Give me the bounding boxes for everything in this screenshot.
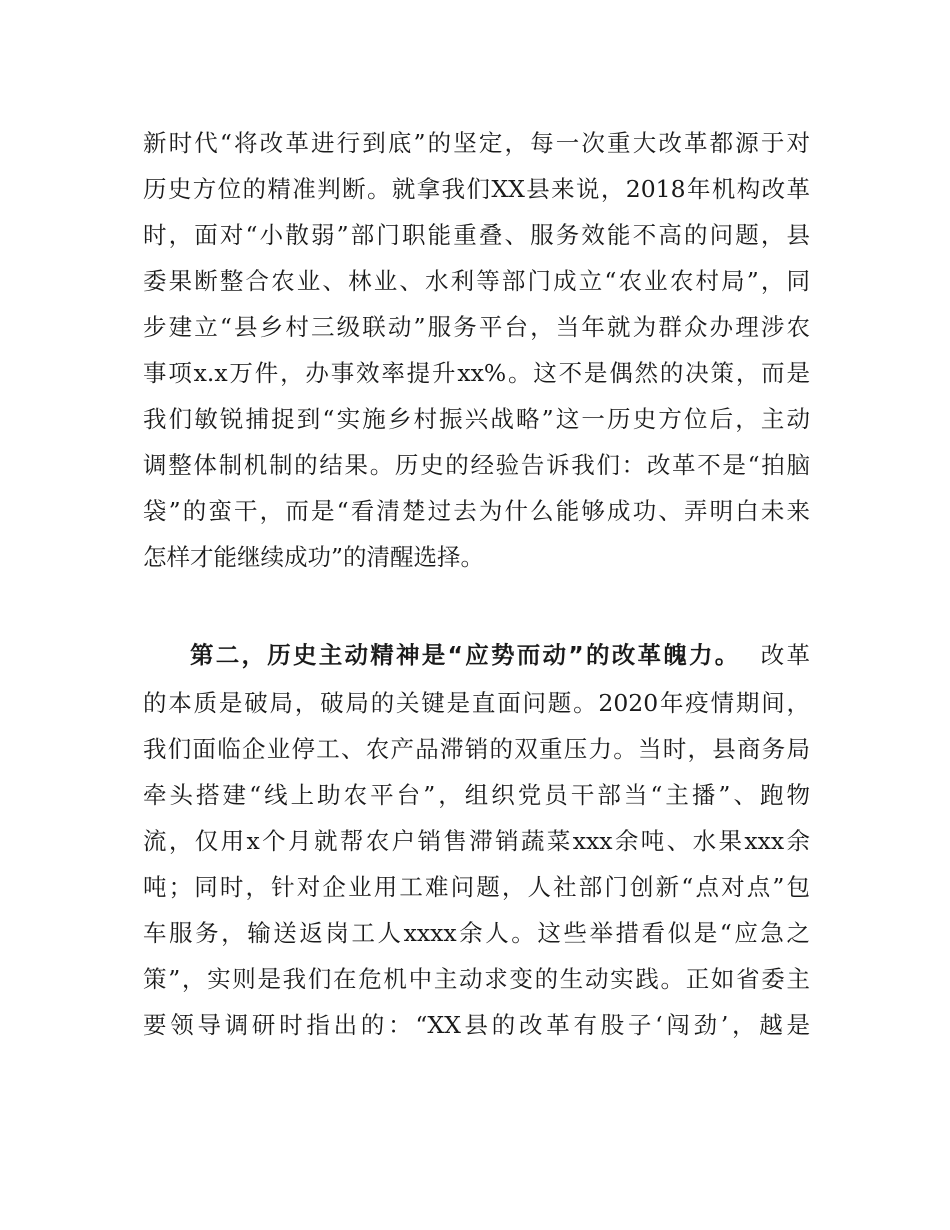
paragraph1-line: 事项x.x万件，办事效率提升xx%。这不是偶然的决策，而是 xyxy=(143,359,810,387)
paragraph2-line: 要领导调研时指出的：“XX县的改革有股子‘闯劲’，越是 xyxy=(143,1011,810,1039)
paragraph1-line: 怎样才能继续成功”的清醒选择。 xyxy=(143,543,485,571)
paragraph1-line: 历史方位的精准判断。就拿我们XX县来说，2018年机构改革 xyxy=(143,175,810,203)
paragraph1-line: 我们敏锐捕捉到“实施乡村振兴战略”这一历史方位后，主动 xyxy=(143,405,810,433)
paragraph1-line: 新时代“将改革进行到底”的坚定，每一次重大改革都源于对 xyxy=(143,129,810,157)
paragraph1-line: 委果断整合农业、林业、水利等部门成立“农业农村局”，同 xyxy=(143,267,810,295)
paragraph2-line: 牵头搭建“线上助农平台”，组织党员干部当“主播”、跑物 xyxy=(143,781,810,809)
heading-line-continuation: 改革 xyxy=(758,641,811,669)
paragraph2-line: 吨；同时，针对企业用工难问题，人社部门创新“点对点”包 xyxy=(143,873,810,901)
paragraph2-first-line xyxy=(190,632,810,678)
paragraph1-line: 袋”的蛮干，而是“看清楚过去为什么能够成功、弄明白未来 xyxy=(143,497,810,525)
paragraph2-line: 策”，实则是我们在危机中主动求变的生动实践。正如省委主 xyxy=(143,965,810,993)
paragraph2-line: 车服务，输送返岗工人xxxx余人。这些举措看似是“应急之 xyxy=(143,919,810,947)
paragraph2-line: 的本质是破局，破局的关键是直面问题。2020年疫情期间， xyxy=(143,689,810,717)
section-heading: 第二，历史主动精神是“应势而动”的改革魄力。 xyxy=(190,641,741,669)
paragraph2-line: 我们面临企业停工、农产品滞销的双重压力。当时，县商务局 xyxy=(143,735,810,763)
paragraph2-line: 流，仅用x个月就帮农户销售滞销蔬菜xxx余吨、水果xxx余 xyxy=(143,827,810,855)
paragraph1-line: 步建立“县乡村三级联动”服务平台，当年就为群众办理涉农 xyxy=(143,313,810,341)
paragraph1-line: 时，面对“小散弱”部门职能重叠、服务效能不高的问题，县 xyxy=(143,221,810,249)
paragraph1-line: 调整体制机制的结果。历史的经验告诉我们：改革不是“拍脑 xyxy=(143,451,810,479)
